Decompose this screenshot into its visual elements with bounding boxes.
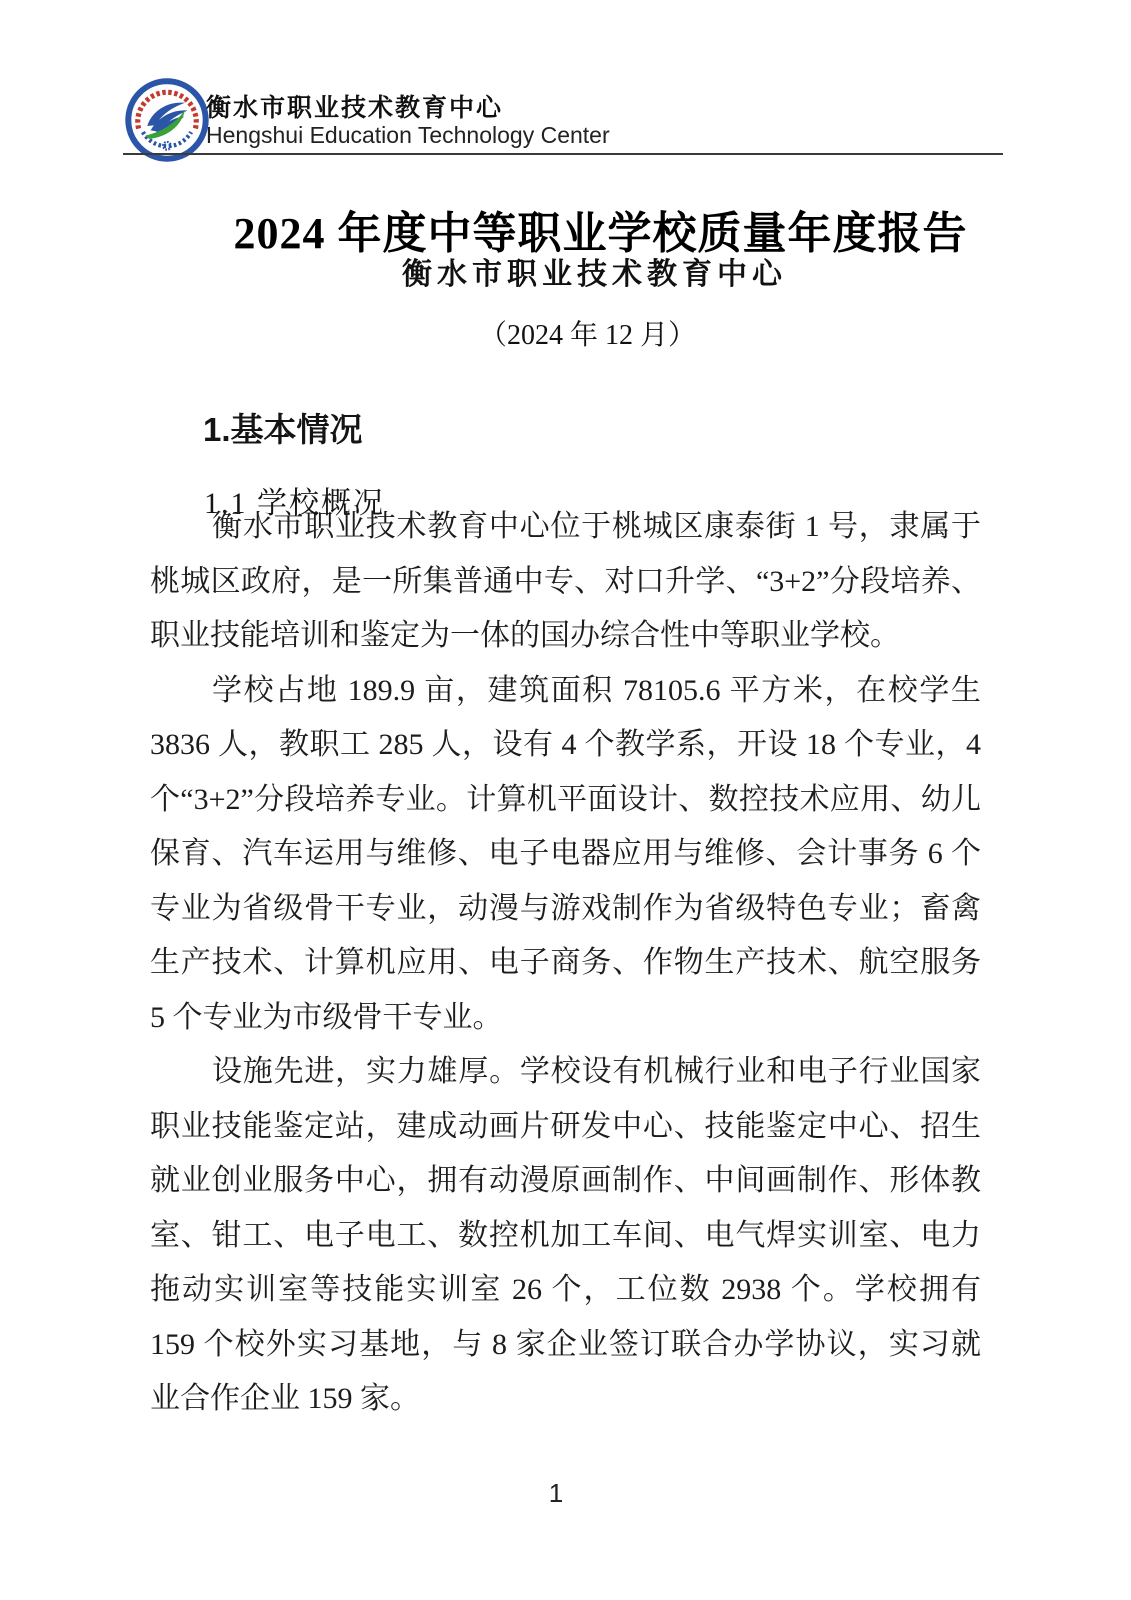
document-date: （2024 年 12 月） bbox=[478, 320, 696, 351]
header-divider bbox=[123, 153, 1003, 155]
section-heading-basic-info: 1.基本情况 bbox=[203, 411, 363, 449]
header-org-name-cn: 衡水市职业技术教育中心 bbox=[206, 95, 504, 122]
paragraph-scale-and-majors: 学校占地 189.9 亩，建筑面积 78105.6 平方米，在校学生 3836 人，教职工 285 人，设有 4 个教学系，开设 18 个专业，4 个“3+2”分段培养专业。计算机平面设计、数控技术应用、幼儿保育、汽车运用与维修、电子电器应用与维修、会计事务 6 个专业为省级骨干专业，动漫与游戏制作为省级特色专业；畜禽生产技术、计算机应用、电子商务、作物生产技术、航空服务 5 个专业为市级骨干专业。 bbox=[150, 673, 981, 1034]
page-number: 1 bbox=[548, 1478, 564, 1508]
header-org-name-en: Hengshui Education Technology Center bbox=[206, 122, 610, 148]
subsection-heading-school-overview: 1.1 学校概况 bbox=[204, 487, 385, 520]
school-logo-icon bbox=[124, 77, 210, 163]
paragraph-facilities: 设施先进，实力雄厚。学校设有机械行业和电子行业国家职业技能鉴定站，建成动画片研发中心、技能鉴定中心、招生就业创业服务中心，拥有动漫原画制作、中间画制作、形体教室、钳工、电子电工、数控机加工车间、电气焊实训室、电力拖动实训室等技能实训室 26 个，工位数 2938 个。学校拥有 159 个校外实习基地，与 8 家企业签订联合办学协议，实习就业合作企业 159 家。 bbox=[150, 1055, 981, 1415]
document-title: 2024 年度中等职业学校质量年度报告 bbox=[233, 209, 968, 259]
document-subtitle: 衡水市职业技术教育中心 bbox=[402, 258, 787, 291]
body-text bbox=[150, 500, 981, 1427]
paragraph-location: 衡水市职业技术教育中心位于桃城区康泰街 1 号，隶属于桃城区政府，是一所集普通中专、对口升学、“3+2”分段培养、职业技能培训和鉴定为一体的国办综合性中等职业学校。 bbox=[150, 510, 981, 652]
